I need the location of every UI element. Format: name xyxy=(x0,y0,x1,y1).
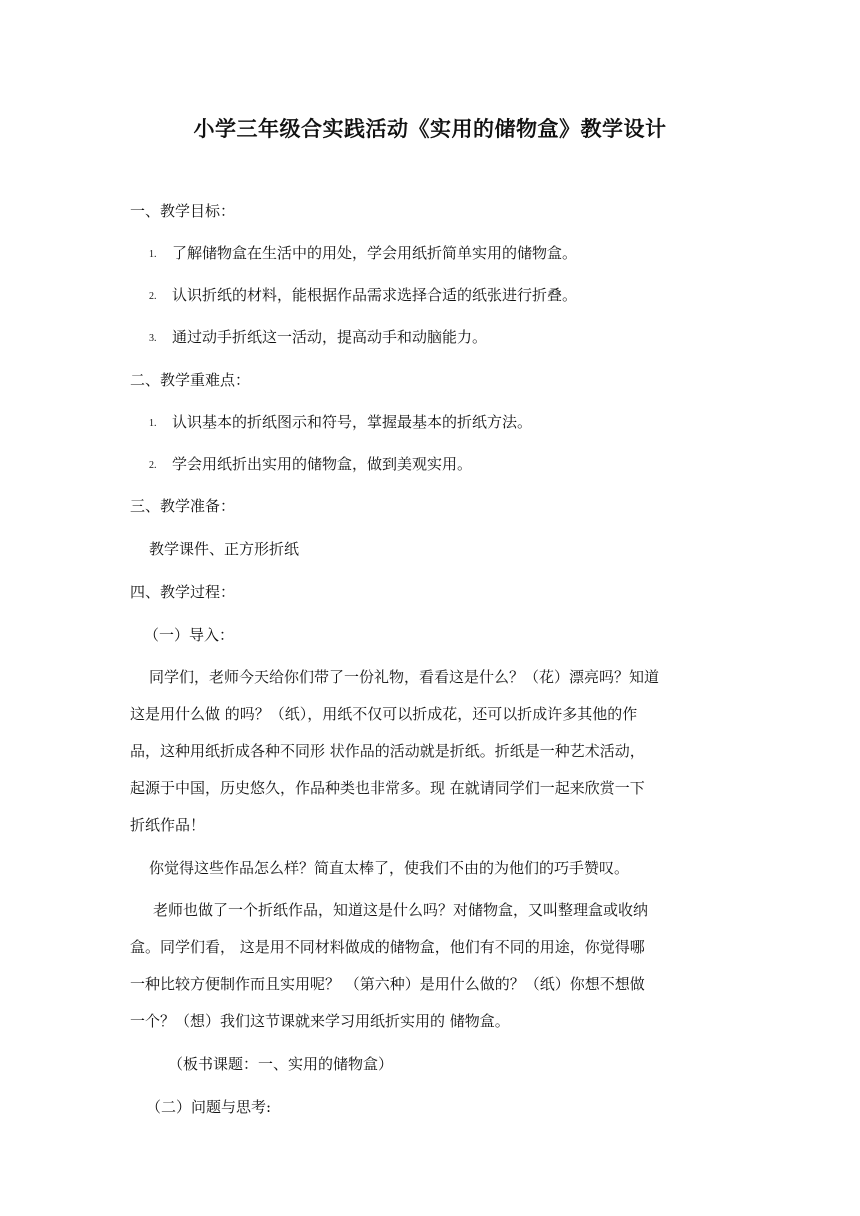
paragraph-line: 你觉得这些作品怎么样？简直太棒了，使我们不由的为他们的巧手赞叹。 xyxy=(149,859,630,877)
paragraph-line: 同学们，老师今天给你们带了一份礼物，看看这是什么？（花）漂亮吗？知道 xyxy=(149,668,660,686)
list-item: 学会用纸折出实用的储物盒，做到美观实用。 xyxy=(172,455,473,473)
list-number: 1. xyxy=(149,418,157,429)
section-heading-key-points: 二、教学重难点： xyxy=(130,371,251,389)
section-heading-preparation: 三、教学准备： xyxy=(130,497,236,515)
list-number: 2. xyxy=(149,460,157,471)
document-title: 小学三年级合实践活动《实用的储物盒》教学设计 xyxy=(193,117,667,141)
paragraph-line: 盒。同学们看， 这是用不同材料做成的储物盒，他们有不同的用途，你觉得哪 xyxy=(130,938,645,956)
paragraph-line: 折纸作品！ xyxy=(130,816,206,834)
preparation-content: 教学课件、正方形折纸 xyxy=(149,540,300,558)
subsection-heading-intro: （一）导入： xyxy=(144,626,235,644)
paragraph-line: 起源于中国，历史悠久，作品种类也非常多。现 在就请同学们一起来欣赏一下 xyxy=(130,779,645,797)
paragraph-line: 品，这种用纸折成各种不同形 状作品的活动就是折纸。折纸是一种艺术活动， xyxy=(130,742,645,760)
list-number: 3. xyxy=(149,333,157,344)
list-item: 通过动手折纸这一活动，提高动手和动脑能力。 xyxy=(172,328,488,346)
paragraph-line: 这是用什么做 的吗？（纸），用纸不仅可以折成花，还可以折成许多其他的作 xyxy=(130,705,638,723)
paragraph-line: 老师也做了一个折纸作品，知道这是什么吗？对储物盒，又叫整理盒或收纳 xyxy=(153,901,649,919)
section-heading-process: 四、教学过程： xyxy=(130,583,236,601)
list-item: 认识折纸的材料，能根据作品需求选择合适的纸张进行折叠。 xyxy=(172,286,578,304)
subsection-heading-questions: （二）问题与思考: xyxy=(146,1098,272,1116)
list-item: 认识基本的折纸图示和符号，掌握最基本的折纸方法。 xyxy=(172,413,533,431)
list-item: 了解储物盒在生活中的用处，学会用纸折简单实用的储物盒。 xyxy=(172,244,578,262)
board-topic: （板书课题：一、实用的储物盒） xyxy=(168,1055,394,1073)
paragraph-line: 一种比较方便制作而且实用呢？ （第六种）是用什么做的？（纸）你想不想做 xyxy=(130,975,645,993)
section-heading-objectives: 一、教学目标： xyxy=(130,202,236,220)
paragraph-line: 一个？（想）我们这节课就来学习用纸折实用的 储物盒。 xyxy=(130,1012,510,1030)
list-number: 1. xyxy=(149,249,157,260)
list-number: 2. xyxy=(149,291,157,302)
